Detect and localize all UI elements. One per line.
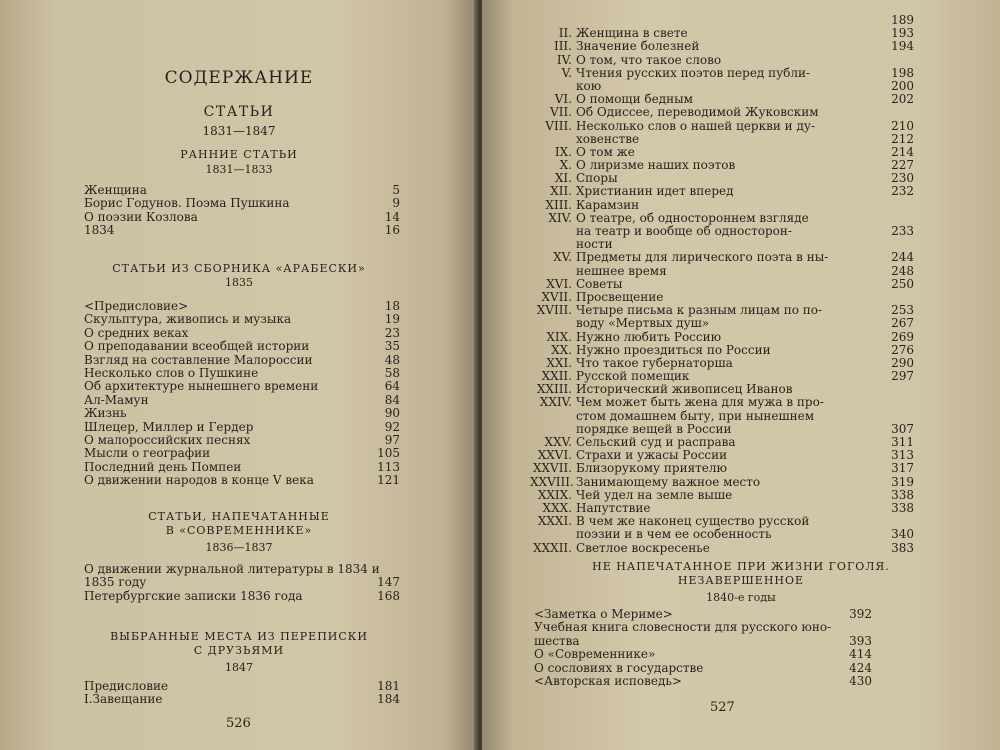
- section-years: 1831—1847: [202, 124, 276, 138]
- toc-entry-numeral: XXVII.: [532, 461, 572, 476]
- toc-entry-title: Нужно любить Россию: [576, 329, 722, 344]
- toc-entry-page: 210: [891, 118, 914, 133]
- toc-entry: [84, 184, 400, 197]
- toc-entry: [84, 474, 400, 487]
- toc-entry: [530, 396, 860, 409]
- toc-entry-page: 19: [384, 312, 400, 327]
- toc-entry-numeral: V.: [561, 65, 572, 80]
- toc-entry-title: поэзии и в чем ее особенность: [576, 527, 772, 542]
- toc-entry-page: 121: [377, 473, 400, 488]
- toc-entry-numeral: II.: [558, 26, 572, 41]
- toc-entry-title: Женщина в свете: [576, 26, 688, 41]
- toc-entry-title: на театр и вообще об односторон-: [576, 224, 792, 238]
- toc-entry-title: Сельский суд и расправа: [576, 435, 736, 449]
- toc-entry-page: 393: [849, 633, 872, 648]
- toc-entry: [84, 340, 400, 353]
- toc-entry: [84, 224, 400, 237]
- early-years: 1831—1833: [205, 163, 273, 176]
- toc-entry-page: 58: [384, 365, 400, 380]
- toc-entry-title: Петербургские записки 1836 года: [84, 588, 303, 603]
- toc-entry-title: Чем может быть жена для мужа в про-: [576, 395, 824, 410]
- toc-entry-title: О движении народов в конце V века: [84, 473, 314, 488]
- toc-entry-page: 181: [377, 679, 400, 693]
- toc-entry: [84, 407, 400, 420]
- toc-entry-page: 113: [377, 459, 400, 474]
- toc-entry-numeral: XXXII.: [533, 540, 572, 555]
- toc-early: [84, 184, 400, 238]
- toc-entry-page: 212: [891, 131, 914, 146]
- toc-entry-page: 297: [891, 369, 914, 384]
- toc-entry-page: 338: [891, 487, 914, 502]
- toc-entry-numeral: VIII.: [545, 118, 572, 133]
- toc-entry: [530, 410, 860, 423]
- toc-entry-numeral: XVII.: [541, 289, 572, 304]
- toc-entry-numeral: III.: [553, 39, 572, 54]
- toc-entry-title: 1835 году: [84, 575, 147, 590]
- toc-entry-title: Взгляд на составление Малороссии: [84, 352, 313, 367]
- toc-entry: [84, 354, 400, 367]
- toc-entry-page: 193: [891, 26, 914, 41]
- toc-entry-page: 9: [392, 196, 400, 211]
- toc-entry-title: 1834: [84, 223, 115, 238]
- toc-entry-title: Просвещение: [576, 289, 664, 304]
- toc-entry-numeral: XXIX.: [537, 487, 572, 502]
- vm-year: 1847: [225, 661, 253, 674]
- toc-entry-title: О том же: [576, 144, 635, 159]
- toc-entry: [84, 680, 400, 693]
- contents-heading: СОДЕРЖАНИЕ: [164, 68, 314, 88]
- toc-entry: [84, 327, 400, 340]
- toc-entry: [530, 106, 860, 119]
- toc-entry-title: шества: [534, 633, 580, 648]
- toc-sovr: [84, 563, 400, 603]
- toc-entry-page: 340: [891, 527, 914, 542]
- toc-entry-page: 313: [891, 448, 914, 463]
- toc-entry-page: 184: [377, 692, 400, 707]
- toc-entry-page: 248: [891, 263, 914, 278]
- toc-entry: [84, 300, 400, 313]
- toc-entry-title: О поэзии Козлова: [84, 209, 198, 224]
- toc-entry-title: Напутствие: [576, 500, 651, 515]
- toc-entry-title: Борис Годунов. Поэма Пушкина: [84, 196, 290, 211]
- toc-entry-title: Чей удел на земле выше: [576, 487, 733, 502]
- toc-entry-title: порядке вещей в России: [576, 421, 732, 436]
- toc-entry-title: Жизнь: [84, 406, 127, 421]
- toc-entry-title: Нужно проездиться по России: [576, 342, 771, 357]
- toc-entry: [530, 540, 914, 555]
- toc-entry-numeral: VI.: [554, 92, 572, 107]
- toc-entry: [534, 662, 872, 675]
- toc-entry: [84, 394, 400, 407]
- toc-entry: [530, 131, 914, 146]
- toc-entry-numeral: IV.: [556, 52, 572, 67]
- toc-entry-page: 338: [891, 500, 914, 515]
- right-page: [482, 0, 1000, 750]
- sovr-heading-2: В «СОВРЕМЕННИКЕ»: [165, 524, 313, 537]
- toc-entry-title: Советы: [576, 276, 623, 291]
- toc-entry-numeral: XIX.: [546, 329, 572, 344]
- toc-entry: [534, 635, 872, 648]
- toc-entry-title: Близорукому приятелю: [576, 461, 727, 476]
- toc-entry-page: 200: [891, 78, 914, 93]
- toc-entry-page: 18: [384, 299, 400, 313]
- toc-entry: [84, 367, 400, 380]
- vm-heading-2: С ДРУЗЬЯМИ: [193, 644, 285, 657]
- toc-entry: [84, 434, 400, 447]
- toc-entry-title: Последний день Помпеи: [84, 459, 242, 474]
- toc-entry: [84, 576, 400, 589]
- toc-entry-title: Значение болезней: [576, 39, 700, 54]
- toc-entry-title: О движении журнальной литературы в 1834 и: [84, 562, 380, 576]
- toc-entry-page: 233: [891, 224, 914, 238]
- toc-entry-title: О помощи бедным: [576, 92, 693, 107]
- toc-entry-title: Предисловие: [84, 679, 169, 693]
- toc-entry: [84, 380, 400, 393]
- unpub-heading-1: НЕ НАПЕЧАТАННОЕ ПРИ ЖИЗНИ ГОГОЛЯ.: [592, 560, 890, 573]
- toc-entry-title: <Предисловие>: [84, 299, 189, 313]
- toc-entry-numeral: XV.: [553, 250, 572, 265]
- toc-entry-title: Мысли о географии: [84, 446, 211, 461]
- section-heading: СТАТЬИ: [203, 104, 275, 120]
- toc-entry-title: В чем же наконец существо русской: [576, 514, 810, 529]
- toc-entry-title: <Авторская исповедь>: [534, 673, 682, 688]
- toc-entry: [530, 527, 914, 542]
- toc-entry-title: нешнее время: [576, 263, 667, 278]
- toc-entry: [530, 54, 860, 67]
- toc-entry-page: 97: [384, 432, 400, 447]
- toc-entry-page: 253: [891, 303, 914, 318]
- toc-entry-page: 35: [384, 339, 400, 354]
- toc-entry-page: 23: [384, 325, 400, 340]
- unpub-years: 1840-е годы: [706, 591, 776, 604]
- toc-entry: [534, 608, 872, 621]
- toc-entry-title: Исторический живописец Иванов: [576, 382, 793, 397]
- toc-entry-numeral: XI.: [554, 171, 572, 186]
- sovr-heading-1: СТАТЬИ, НАПЕЧАТАННЫЕ: [148, 510, 330, 523]
- toc-entry-title: Четыре письма к разным лицам по по-: [576, 303, 823, 318]
- toc-entry: [84, 197, 400, 210]
- toc-entry-title: Русской помещик: [576, 369, 690, 384]
- toc-entry-numeral: XVIII.: [536, 303, 572, 318]
- toc-entry-page: 317: [891, 461, 914, 476]
- toc-entry: [530, 342, 914, 357]
- toc-entry-title: <Заметка о Мериме>: [534, 607, 673, 621]
- toc-entry-page: 92: [384, 419, 400, 434]
- toc-entry-title: Христианин идет вперед: [576, 184, 734, 199]
- toc-entry: [530, 39, 914, 54]
- toc-entry-page: 424: [849, 660, 872, 675]
- toc-entry-title: стом домашнем быту, при нынешнем: [576, 408, 815, 423]
- toc-entry: [530, 276, 914, 291]
- vm-heading-1: ВЫБРАННЫЕ МЕСТА ИЗ ПЕРЕПИСКИ: [110, 630, 368, 643]
- toc-entry-page: 48: [384, 352, 400, 367]
- toc-entry-title: I.Завещание: [84, 692, 163, 707]
- toc-entry-title: ховенстве: [576, 131, 640, 146]
- arabeski-heading: СТАТЬИ ИЗ СБОРНИКА «АРАБЕСКИ»: [112, 262, 366, 275]
- toc-entry-title: Ал-Мамун: [84, 392, 149, 407]
- toc-entry-title: Карамзин: [576, 197, 640, 212]
- toc-entry-page: 214: [891, 144, 914, 159]
- toc-entry-page: 232: [891, 184, 914, 199]
- toc-entry-title: Страхи и ужасы России: [576, 448, 728, 463]
- early-heading: РАННИЕ СТАТЬИ: [180, 148, 298, 161]
- toc-entry-numeral: XXIII.: [536, 382, 572, 397]
- toc-entry: [530, 474, 914, 489]
- toc-entry-page: 16: [384, 223, 400, 238]
- toc-entry-title: Предметы для лирического поэта в ны-: [576, 250, 829, 265]
- toc-entry-title: ности: [576, 237, 613, 252]
- unpub-heading-2: НЕЗАВЕРШЕННОЕ: [677, 574, 805, 587]
- toc-entry-page: 250: [891, 276, 914, 291]
- toc-entry-page: 90: [384, 406, 400, 421]
- toc-entry-page: 290: [891, 355, 914, 370]
- toc-entry: [84, 693, 400, 706]
- toc-entry: [84, 563, 400, 576]
- toc-entry-numeral: XIV.: [548, 210, 572, 225]
- toc-entry-page: 105: [377, 446, 400, 461]
- toc-entry-title: Об Одиссее, переводимой Жуковским: [576, 105, 819, 120]
- toc-entry-page: 392: [849, 607, 872, 621]
- toc-entry-page: 383: [891, 540, 914, 555]
- toc-entry-page: 14: [384, 209, 400, 224]
- toc-entry-numeral: XX.: [551, 342, 572, 357]
- toc-entry: [84, 421, 400, 434]
- toc-entry: [530, 118, 914, 133]
- toc-entry-page: 307: [891, 421, 914, 436]
- toc-entry-numeral: XVI.: [546, 276, 572, 291]
- toc-entry: [534, 621, 872, 634]
- toc-entry-page: 198: [891, 65, 914, 80]
- toc-entry-page: 194: [891, 39, 914, 54]
- toc-entry-title: О том, что такое слово: [576, 52, 722, 67]
- toc-entry-numeral: XXX.: [542, 500, 572, 515]
- toc-entry-numeral: XXXI.: [537, 514, 572, 529]
- toc-entry-title: кою: [576, 78, 602, 93]
- toc-entry-numeral: XII.: [550, 184, 572, 199]
- toc-entry-title: О средних веках: [84, 325, 189, 340]
- toc-entry-page: 189: [891, 13, 914, 27]
- toc-unpub: [534, 608, 872, 688]
- toc-entry-page: 168: [377, 588, 400, 603]
- toc-entry-title: Об архитектуре нынешнего времени: [84, 379, 319, 394]
- toc-arabeski: [84, 300, 400, 487]
- toc-entry: [530, 184, 914, 199]
- toc-entry-title: воду «Мертвых душ»: [576, 316, 710, 331]
- toc-entry-title: Светлое воскресенье: [576, 540, 710, 555]
- toc-entry: [84, 447, 400, 460]
- toc-entry: [530, 263, 914, 278]
- toc-entry-page: 230: [891, 171, 914, 186]
- toc-entry-title: Несколько слов о нашей церкви и ду-: [576, 118, 815, 133]
- toc-entry-title: Чтения русских поэтов перед публи-: [576, 65, 811, 80]
- arabeski-year: 1835: [225, 276, 253, 289]
- toc-entry-page: 319: [891, 474, 914, 489]
- toc-entry-numeral: XIII.: [545, 197, 572, 212]
- toc-entry: [84, 461, 400, 474]
- page-number-right: 527: [710, 700, 735, 715]
- toc-entry-page: 202: [891, 92, 914, 107]
- toc-entry-numeral: XXII.: [541, 369, 572, 384]
- toc-entry-numeral: XXV.: [544, 435, 572, 449]
- toc-entry: [530, 461, 914, 476]
- toc-right: [530, 13, 914, 555]
- toc-entry-numeral: XXI.: [546, 355, 572, 370]
- toc-entry-title: Скульптура, живопись и музыка: [84, 312, 292, 327]
- toc-entry-page: 430: [849, 673, 872, 688]
- page-number-left: 526: [226, 716, 251, 731]
- toc-entry-title: Учебная книга словесности для русского юно-: [534, 620, 832, 635]
- toc-entry-page: 227: [891, 158, 914, 173]
- toc-entry-page: 244: [891, 250, 914, 265]
- toc-entry: [530, 65, 914, 80]
- toc-entry: [84, 590, 400, 603]
- toc-entry-page: 269: [891, 329, 914, 344]
- toc-entry-title: Шлецер, Миллер и Гердер: [84, 419, 254, 434]
- toc-entry: [530, 329, 914, 344]
- toc-entry: [534, 675, 872, 688]
- toc-entry-title: О «Современнике»: [534, 647, 656, 662]
- toc-entry-title: О театре, об одностороннем взгляде: [576, 210, 809, 225]
- toc-entry: [84, 313, 400, 326]
- toc-entry-page: 276: [891, 342, 914, 357]
- toc-entry-title: Споры: [576, 171, 618, 186]
- toc-entry-numeral: XXIV.: [539, 395, 572, 410]
- toc-entry-page: 5: [392, 183, 400, 197]
- toc-vm: [84, 680, 400, 707]
- toc-entry: [84, 211, 400, 224]
- toc-entry-page: 84: [384, 392, 400, 407]
- sovr-years: 1836—1837: [205, 541, 273, 554]
- toc-entry-page: 147: [377, 575, 400, 590]
- toc-entry-page: 414: [849, 647, 872, 662]
- toc-entry-numeral: XXVIII.: [530, 474, 574, 489]
- toc-entry: [530, 316, 914, 331]
- toc-entry: [530, 199, 860, 212]
- toc-entry-title: Что такое губернаторша: [576, 355, 733, 370]
- toc-entry-numeral: IX.: [554, 144, 572, 159]
- toc-entry: [534, 648, 872, 661]
- toc-entry-title: Занимающему важное место: [576, 474, 761, 489]
- toc-entry-title: О лиризме наших поэтов: [576, 158, 736, 173]
- toc-entry-numeral: X.: [559, 158, 572, 173]
- toc-entry-numeral: XXVI.: [537, 448, 572, 463]
- toc-entry-title: О сословиях в государстве: [534, 660, 704, 675]
- toc-entry-page: 267: [891, 316, 914, 331]
- left-page: [0, 0, 478, 750]
- toc-entry: [530, 487, 914, 502]
- toc-entry: [530, 250, 914, 265]
- toc-entry-numeral: VII.: [550, 105, 572, 120]
- toc-entry-title: О малороссийских песнях: [84, 432, 251, 447]
- toc-entry-page: 64: [384, 379, 400, 394]
- toc-entry-title: О преподавании всеобщей истории: [84, 339, 310, 354]
- toc-entry-title: Женщина: [84, 183, 147, 197]
- toc-entry-page: 311: [891, 435, 914, 449]
- toc-entry-title: Несколько слов о Пушкине: [84, 365, 259, 380]
